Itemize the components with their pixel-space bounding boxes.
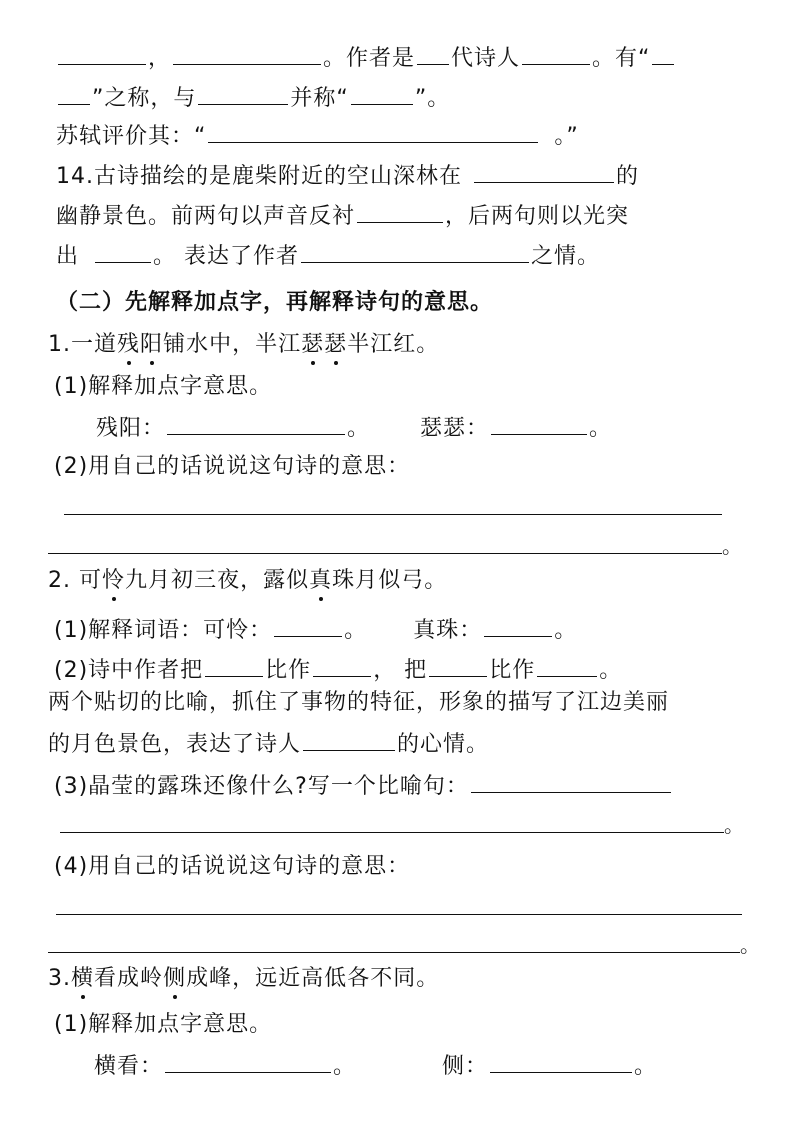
blank[interactable] [491,414,587,435]
blank[interactable] [167,414,345,435]
blank[interactable] [357,202,443,223]
blank[interactable] [301,242,529,263]
fill-line-2: ”之称，与 并称“ ”。 [56,84,450,112]
dotted-char: 瑟 [324,332,348,357]
q14-line-1: 14.古诗描绘的是鹿柴附近的空山深林在 的 [56,164,640,189]
q3-poem-line: 3.横看成岭侧成峰，远近高低各不同。 [48,966,440,991]
blank[interactable] [95,242,151,263]
q14-line-3: 出 。 表达了作者 之情。 [56,244,601,269]
answer-line[interactable] [56,914,742,915]
blank[interactable] [313,656,371,677]
answer-line[interactable] [48,553,722,554]
dotted-char: 残 [117,332,141,357]
q3-part1-answers: 横看： 。 侧： 。 [94,1054,658,1079]
q2-description-1: 两个贴切的比喻，抓住了事物的特征，形象的描写了江边美丽 [48,690,670,715]
blank[interactable] [173,44,321,65]
dotted-char: 横 [71,966,95,991]
blank[interactable] [58,84,90,105]
q2-part4-prompt: (4)用自己的话说说这句诗的意思： [54,854,411,879]
blank[interactable] [429,656,487,677]
blank[interactable] [474,162,614,183]
blank[interactable] [205,656,263,677]
blank[interactable] [490,1052,632,1073]
blank[interactable] [274,616,342,637]
section-2-heading: （二）先解释加点字，再解释诗句的意思。 [56,290,494,315]
blank[interactable] [165,1052,331,1073]
q1-part1-prompt: (1)解释加点字意思。 [54,374,273,399]
fill-line-1: ， 。作者是 代诗人 。有“ [56,44,676,72]
q1-part2-prompt: (2)用自己的话说说这句诗的意思： [54,454,411,479]
blank[interactable] [522,44,590,65]
dotted-char: 阳 [140,332,164,357]
blank[interactable] [471,772,671,793]
blank[interactable] [484,616,552,637]
blank[interactable] [537,656,597,677]
blank[interactable] [198,84,288,105]
q2-description-2: 的月色景色，表达了诗人 的心情。 [48,732,490,757]
q2-part2: (2)诗中作者把 比作 ， 把 比作 。 [54,658,623,683]
blank[interactable] [417,44,449,65]
answer-line[interactable] [48,952,740,953]
q14-line-2: 幽静景色。前两句以声音反衬 ，后两句则以光突 [56,204,630,229]
q1-poem-line: 1.一道残阳铺水中，半江瑟瑟半江红。 [48,332,440,357]
dotted-char: 怜 [102,568,126,593]
answer-line[interactable] [64,514,722,515]
dotted-char: 真 [309,568,333,593]
q3-part1-prompt: (1)解释加点字意思。 [54,1012,273,1037]
answer-line[interactable] [60,832,724,833]
q2-part3: (3)晶莹的露珠还像什么?写一个比喻句： [54,772,673,800]
blank[interactable] [652,44,674,65]
fill-line-3: 苏轼评价其：“ 。” [56,124,579,149]
blank[interactable] [351,84,413,105]
q2-poem-line: 2. 可怜九月初三夜，露似真珠月似弓。 [48,568,448,593]
blank[interactable] [58,44,146,65]
blank[interactable] [208,122,538,143]
q1-part1-answers: 残阳： 。 瑟瑟： 。 [96,416,613,441]
q2-part1: (1)解释词语：可怜： 。 真珠： 。 [54,618,578,643]
dotted-char: 侧 [163,966,187,991]
blank[interactable] [303,730,395,751]
dotted-char: 瑟 [301,332,325,357]
